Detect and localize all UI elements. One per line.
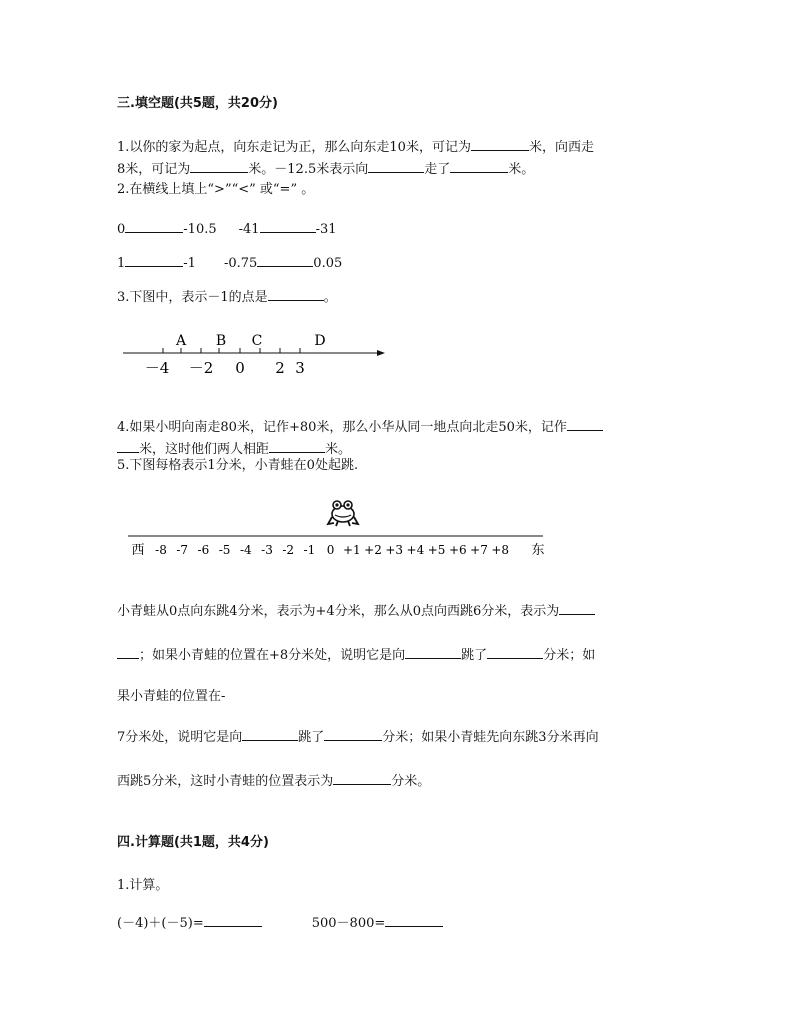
q4-text-b: 米，这时他们两人相距: [139, 442, 270, 457]
q5-p4: [117, 727, 599, 747]
scale-tick-label: -3: [261, 543, 273, 557]
answer-blank[interactable]: [559, 601, 595, 615]
q2-value: -10.5: [183, 222, 217, 237]
q2-value: 1: [117, 256, 126, 271]
answer-blank[interactable]: [190, 159, 248, 173]
scale-tick-label: -1: [303, 543, 316, 557]
answer-blank[interactable]: [268, 287, 324, 301]
q3-text-a: 3.下图中，表示－1的点是: [117, 290, 268, 305]
q1-text-f: 米。: [508, 162, 535, 177]
scale-tick-label: +4: [406, 543, 425, 557]
point-label-c: C: [251, 333, 263, 349]
section-4-title: 四.计算题(共1题，共4分): [117, 835, 269, 850]
q2-row-2: [117, 253, 342, 273]
scale-tick-label: -7: [176, 543, 189, 557]
q5-p5: [117, 771, 430, 791]
q5-scale: [118, 525, 558, 561]
q2-value: -0.75: [223, 256, 258, 271]
q2-stem: 2.在横线上填上“>”“<” 或“=” 。: [117, 182, 315, 197]
q5-text: 跳了: [298, 730, 325, 745]
q1-text-a: 1.以你的家为起点，向东走记为正，那么向东走10米，可记为: [117, 140, 471, 155]
q2-value: -31: [315, 222, 337, 237]
s4-q1-stem: 1.计算。: [117, 878, 169, 893]
scale-tick-label: 0: [326, 543, 335, 557]
answer-blank[interactable]: [471, 137, 529, 151]
scale-tick-label: -6: [197, 543, 210, 557]
scale-tick-label: -2: [282, 543, 295, 557]
number-label: 3: [295, 359, 305, 377]
scale-tick-label: -4: [239, 543, 252, 557]
east-label: 东: [531, 543, 545, 558]
q2-value: 0.05: [313, 256, 343, 271]
q1-line-1: [117, 137, 594, 157]
q2-value: -1: [183, 256, 196, 271]
q3-text-b: 。: [323, 290, 337, 305]
q5-stem: 5.下图每格表示1分米，小青蛙在0处起跳.: [117, 458, 359, 473]
number-label: －2: [188, 359, 214, 377]
q5-p3: 果小青蛙的位置在-: [117, 689, 226, 704]
answer-blank-continued[interactable]: [117, 439, 139, 453]
q1-text-b: 米，向西走: [528, 140, 594, 155]
q5-text: 小青蛙从0点向东跳4分米，表示为+4分米，那么从0点向西跳6分米，表示为: [117, 604, 560, 619]
answer-blank[interactable]: [368, 159, 424, 173]
q2-value: -41: [238, 222, 260, 237]
answer-blank[interactable]: [125, 253, 183, 267]
q5-text: 分米；如: [543, 648, 596, 663]
answer-blank[interactable]: [405, 645, 461, 659]
point-label-a: A: [175, 333, 187, 349]
s4-q1-expressions: [117, 913, 443, 933]
answer-blank[interactable]: [269, 439, 325, 453]
scale-tick-label: +3: [385, 543, 404, 557]
scale-tick-label: -5: [218, 543, 231, 557]
answer-blank[interactable]: [333, 771, 391, 785]
answer-blank[interactable]: [260, 219, 316, 233]
frog-illustration: [326, 497, 360, 527]
scale-tick-label: +5: [427, 543, 446, 557]
answer-blank[interactable]: [125, 219, 183, 233]
q5-text: 跳了: [461, 648, 488, 663]
answer-blank[interactable]: [324, 727, 382, 741]
number-label: 0: [235, 359, 245, 377]
west-label: 西: [131, 543, 145, 558]
expression-2: 500－800=: [311, 916, 386, 931]
q4-line-2: [117, 439, 351, 459]
q4-line-1: [117, 417, 603, 437]
answer-blank[interactable]: [242, 727, 298, 741]
answer-blank-continued[interactable]: [117, 645, 139, 659]
answer-blank[interactable]: [257, 253, 313, 267]
q3-number-line: [115, 325, 395, 385]
point-label-d: D: [314, 333, 326, 349]
q5-text: ；如果小青蛙的位置在+8分米处，说明它是向: [139, 648, 406, 663]
q4-text-c: 米。: [325, 442, 352, 457]
answer-blank[interactable]: [567, 417, 603, 431]
expression-1: (－4)＋(－5)=: [117, 916, 204, 931]
q5-text: 西跳5分米，这时小青蛙的位置表示为: [117, 774, 334, 789]
number-label: 2: [275, 359, 285, 377]
q2-row-1: [117, 219, 337, 239]
number-label: －4: [144, 359, 170, 377]
q3-axis-arrow: [377, 350, 385, 356]
q2-value: 0: [117, 222, 126, 237]
scale-tick-label: -8: [155, 543, 167, 557]
scale-tick-label: +1: [342, 543, 361, 557]
point-label-b: B: [215, 333, 227, 349]
q1-line-2: [117, 159, 534, 179]
q4-text-a: 4.如果小明向南走80米，记作+80米，那么小华从同一地点向北走50米，记作: [117, 420, 567, 435]
q5-p1: [117, 601, 595, 621]
answer-blank[interactable]: [385, 913, 443, 927]
q5-text: 分米；如果小青蛙先向东跳3分米再向: [382, 730, 599, 745]
q5-text: 分米。: [391, 774, 431, 789]
scale-tick-label: +7: [470, 543, 488, 557]
q5-text: 7分米处，说明它是向: [117, 730, 243, 745]
section-3-title: 三.填空题(共5题，共20分): [117, 96, 278, 111]
scale-tick-label: +6: [448, 543, 467, 557]
q1-text-d: 米。－12.5米表示向: [248, 162, 369, 177]
answer-blank[interactable]: [204, 913, 262, 927]
q1-text-e: 走了: [424, 162, 451, 177]
q1-text-c: 8米，可记为: [117, 162, 191, 177]
answer-blank[interactable]: [487, 645, 543, 659]
scale-tick-label: +8: [491, 543, 510, 557]
scale-tick-label: +2: [364, 543, 382, 557]
answer-blank[interactable]: [450, 159, 508, 173]
q3-stem: [117, 287, 337, 307]
q5-p2: [117, 645, 595, 665]
